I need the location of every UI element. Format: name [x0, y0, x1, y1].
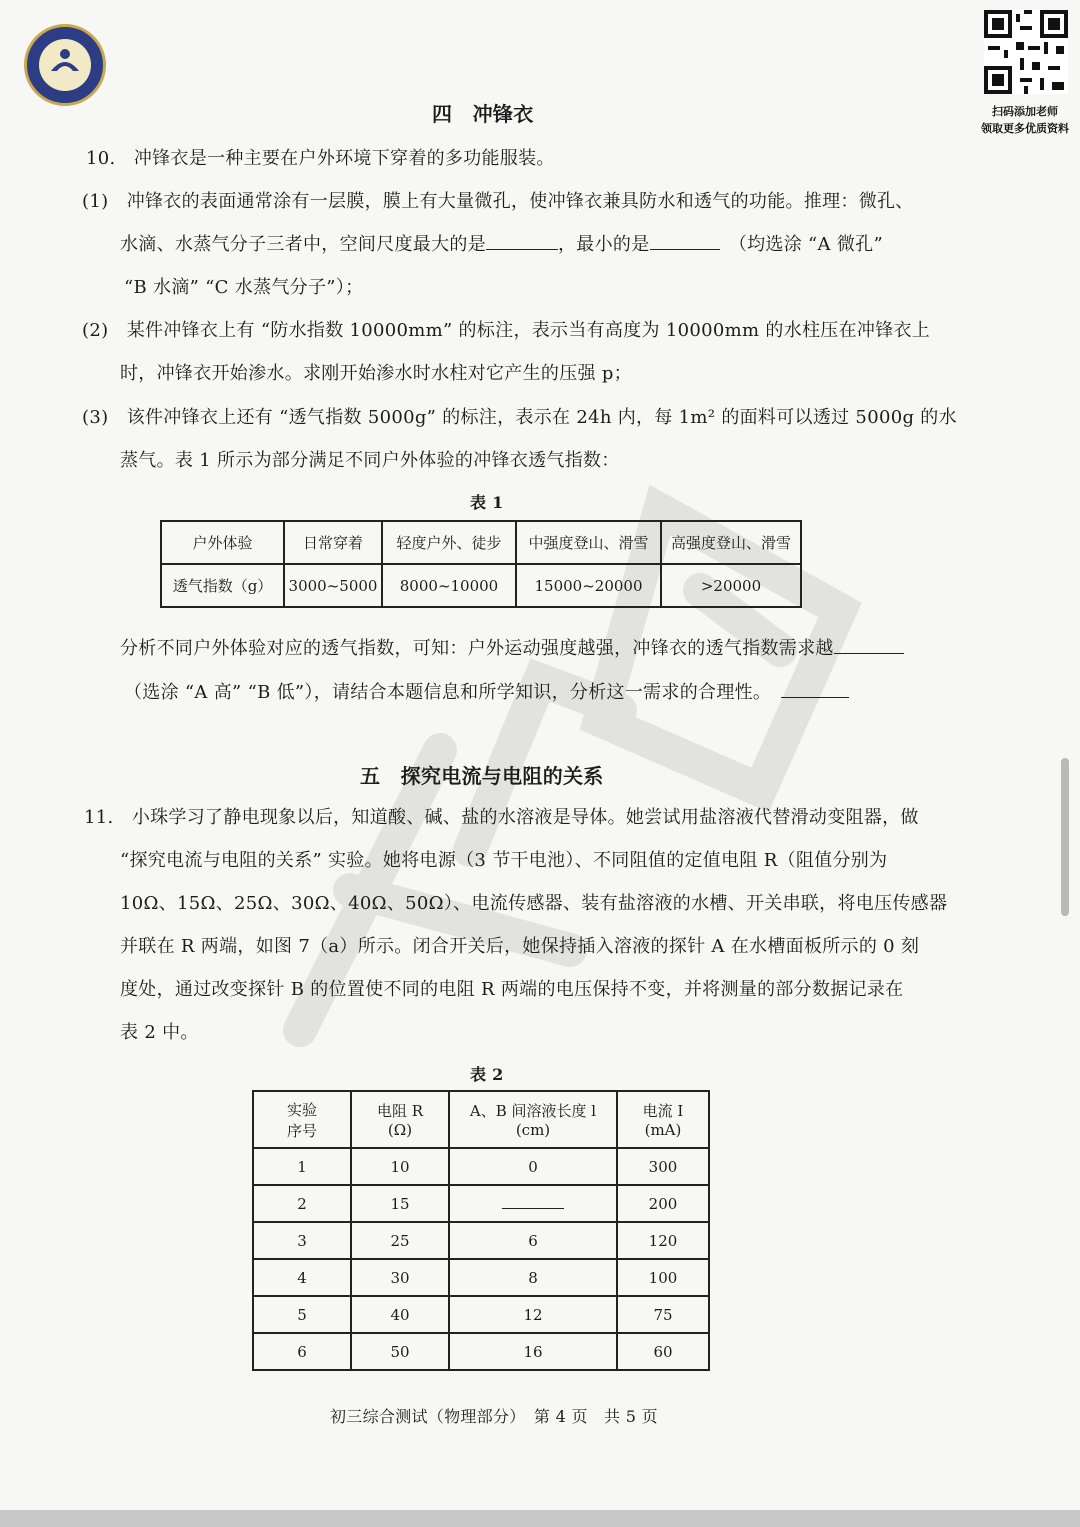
table-cell: 120 — [617, 1222, 709, 1259]
table-row — [253, 1148, 709, 1185]
table-cell: >20000 — [661, 564, 801, 607]
question-11-line2: “探究电流与电阻的关系” 实验。她将电源（3 节干电池）、不同阻值的定值电阻 R（阻值分别为 — [120, 850, 888, 871]
table-header-cell: 高强度登山、滑雪 — [661, 521, 801, 564]
table-row — [161, 521, 801, 564]
table-cell: 透气指数（g） — [161, 564, 284, 607]
table-2-caption: 表 2 — [470, 1065, 504, 1084]
section-title-four: 四 冲锋衣 — [432, 102, 534, 126]
table-cell: 4 — [253, 1259, 351, 1296]
table-cell: 1 — [253, 1148, 351, 1185]
table-cell: 5 — [253, 1296, 351, 1333]
table-cell: 12 — [449, 1296, 617, 1333]
table-header-cell: 实验 序号 — [253, 1091, 351, 1148]
table-cell: 10 — [351, 1148, 449, 1185]
question-10-3-line2: 蒸气。表 1 所示为部分满足不同户外体验的冲锋衣透气指数： — [120, 450, 620, 471]
question-11-line4: 并联在 R 两端，如图 7（a）所示。闭合开关后，她保持插入溶液的探针 A 在水槽面板所示的 0 刻 — [120, 936, 920, 957]
table-header-cell: 电阻 R (Ω) — [351, 1091, 449, 1148]
question-10-1-line2 — [120, 230, 883, 256]
table-row — [161, 564, 801, 607]
school-emblem-icon — [24, 24, 106, 106]
table-cell: 6 — [253, 1333, 351, 1370]
table-row — [253, 1259, 709, 1296]
question-11-line3: 10Ω、15Ω、25Ω、30Ω、40Ω、50Ω）、电流传感器、装有盐溶液的水槽、开关串联，将电压传感器 — [120, 893, 948, 914]
answer-blank-largest[interactable] — [486, 235, 558, 250]
table-cell: 100 — [617, 1259, 709, 1296]
bottom-bar — [0, 1510, 1080, 1527]
analysis-line2 — [124, 678, 849, 704]
table-header-cell: A、B 间溶液长度 l (cm) — [449, 1091, 617, 1148]
table-cell: 40 — [351, 1296, 449, 1333]
question-11-line5: 度处，通过改变探针 B 的位置使不同的电阻 R 两端的电压保持不变，并将测量的部分数据记录在 — [120, 979, 904, 1000]
table-header-cell: 日常穿着 — [284, 521, 382, 564]
table-cell: 300 — [617, 1148, 709, 1185]
table-header-cell: 中强度登山、滑雪 — [516, 521, 661, 564]
table-header-cell: 轻度户外、徒步 — [382, 521, 516, 564]
question-10-1-text-c: （均选涂 “A 微孔” — [737, 234, 883, 255]
page-footer: 初三综合测试（物理部分） 第 4 页 共 5 页 — [330, 1407, 658, 1426]
question-10-3-line1: (3) 该件冲锋衣上还有 “透气指数 5000g” 的标注，表示在 24h 内，每 1m² 的面料可以透过 5000g 的水 — [82, 407, 957, 428]
table-cell: 200 — [617, 1185, 709, 1222]
table-row — [253, 1296, 709, 1333]
table-cell: 30 — [351, 1259, 449, 1296]
question-10-intro: 10. 冲锋衣是一种主要在户外环境下穿着的多功能服装。 — [86, 148, 555, 169]
question-10-2-line2: 时，冲锋衣开始渗水。求刚开始渗水时水柱对它产生的压强 p； — [120, 363, 632, 384]
question-10-1-line1: (1) 冲锋衣的表面通常涂有一层膜，膜上有大量微孔，使冲锋衣兼具防水和透气的功能。推理：微孔、 — [82, 191, 914, 212]
table-cell: 2 — [253, 1185, 351, 1222]
answer-blank-demand[interactable] — [834, 639, 904, 654]
table-cell: 16 — [449, 1333, 617, 1370]
vertical-scrollbar[interactable] — [1061, 758, 1069, 916]
question-10-1-line3: “B 水滴” “C 水蒸气分子”）； — [124, 277, 364, 298]
table-cell: 75 — [617, 1296, 709, 1333]
analysis-line1 — [120, 634, 904, 660]
table-cell: 3000~5000 — [284, 564, 382, 607]
table-row — [253, 1091, 709, 1148]
question-10-1-text-b: ，最小的是 — [558, 234, 650, 255]
table-cell: 60 — [617, 1333, 709, 1370]
table-header-cell: 户外体验 — [161, 521, 284, 564]
section-title-five: 五 探究电流与电阻的关系 — [360, 764, 604, 788]
qr-code-icon[interactable] — [984, 10, 1068, 94]
table-cell: 15000~20000 — [516, 564, 661, 607]
analysis-text-2: （选涂 “A 高” “B 低”），请结合本题信息和所学知识，分析这一需求的合理性。 — [124, 682, 763, 703]
table-row — [253, 1222, 709, 1259]
table-cell: 0 — [449, 1148, 617, 1185]
table-cell: 15 — [351, 1185, 449, 1222]
question-10-1-text-a: 水滴、水蒸气分子三者中，空间尺度最大的是 — [120, 234, 486, 255]
table-header-cell: 电流 I (mA) — [617, 1091, 709, 1148]
table-cell: 8000~10000 — [382, 564, 516, 607]
table-1-breathability — [160, 520, 802, 608]
answer-blank-smallest[interactable] — [650, 235, 720, 250]
table-2-measurements — [252, 1090, 710, 1371]
table-cell: 6 — [449, 1222, 617, 1259]
table-cell: 50 — [351, 1333, 449, 1370]
table-cell-blank[interactable] — [449, 1185, 617, 1222]
qr-caption-line1: 扫码添加老师 — [992, 105, 1058, 118]
question-11-line6: 表 2 中。 — [120, 1022, 199, 1043]
table-row — [253, 1185, 709, 1222]
question-11-line1: 11. 小珠学习了静电现象以后，知道酸、碱、盐的水溶液是导体。她尝试用盐溶液代替滑动变阻器，做 — [84, 807, 919, 828]
table-cell: 25 — [351, 1222, 449, 1259]
table-row — [253, 1333, 709, 1370]
question-10-2-line1: (2) 某件冲锋衣上有 “防水指数 10000mm” 的标注，表示当有高度为 10000mm 的水柱压在冲锋衣上 — [82, 320, 931, 341]
analysis-text-1: 分析不同户外体验对应的透气指数，可知：户外运动强度越强，冲锋衣的透气指数需求越 — [120, 638, 834, 659]
table-cell: 3 — [253, 1222, 351, 1259]
answer-blank-length[interactable] — [502, 1194, 564, 1209]
answer-blank-reason[interactable] — [781, 683, 849, 698]
qr-caption-line2: 领取更多优质资料 — [981, 122, 1069, 135]
table-1-caption: 表 1 — [470, 493, 504, 512]
table-cell: 8 — [449, 1259, 617, 1296]
